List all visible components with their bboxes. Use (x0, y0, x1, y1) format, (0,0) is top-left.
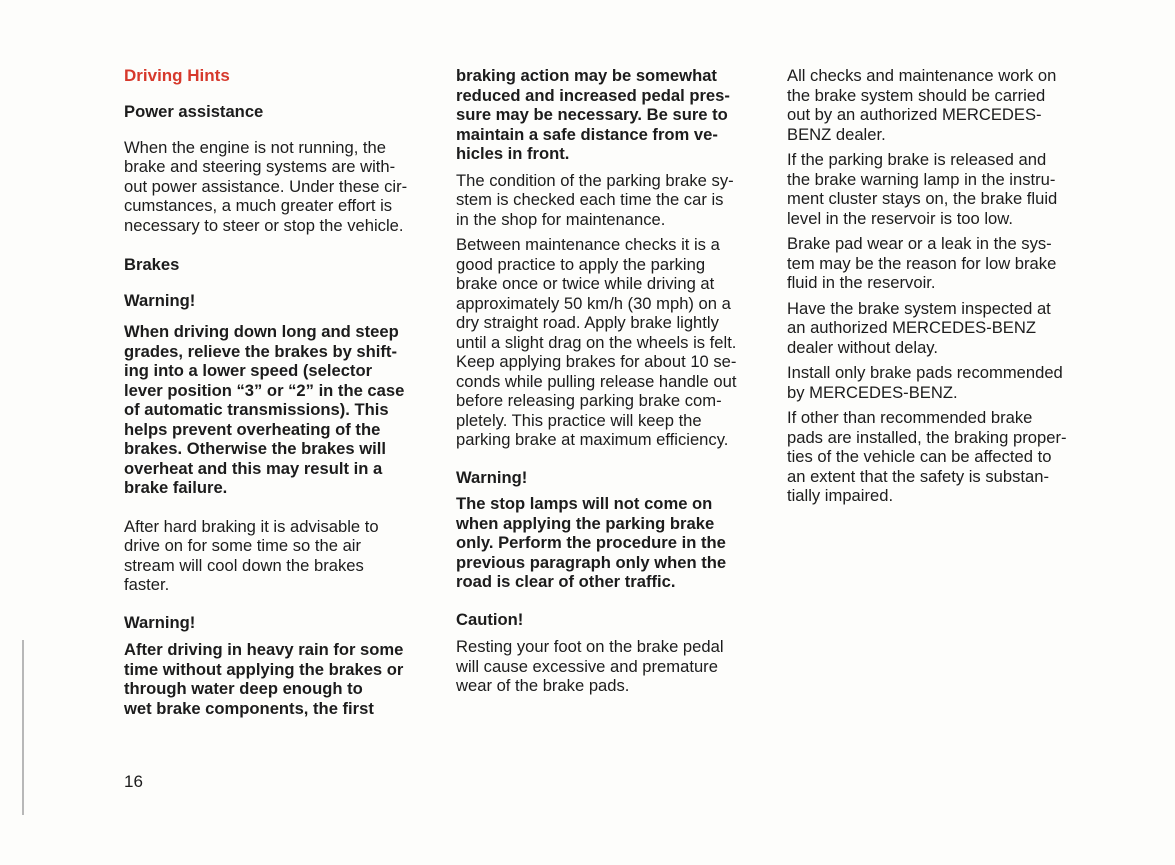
text-line: All checks and maintenance work on (787, 66, 1057, 85)
text-line: dealer without delay. (787, 337, 938, 357)
parking-warning-lamp-paragraph (787, 150, 1097, 228)
text-line: Brake pad wear or a leak in the sys- (787, 234, 1052, 253)
caution-text (456, 637, 761, 696)
checks-paragraph (787, 66, 1097, 144)
text-line: before releasing parking brake com- (456, 391, 722, 410)
text-line: the brake warning lamp in the instru- (787, 169, 1056, 189)
text-line: When driving down long and steep (124, 322, 399, 341)
text-line: out power assistance. Under these cir- (124, 176, 408, 196)
text-line: approximately 50 km/h (30 mph) on a (456, 293, 731, 313)
section-title: Driving Hints (124, 66, 230, 85)
text-line: stream will cool down the brakes (124, 555, 364, 575)
text-line: only. Perform the procedure in the (456, 533, 726, 552)
text-line: The condition of the parking brake sy- (456, 170, 734, 190)
text-line: ing into a lower speed (selector (124, 361, 373, 380)
hard-braking-paragraph (124, 517, 439, 595)
text-line: out by an authorized MERCEDES- (787, 105, 1042, 124)
inspection-paragraph (787, 299, 1097, 358)
text-line: necessary to steer or stop the vehicle. (124, 215, 404, 235)
text-line: in the shop for maintenance. (456, 209, 666, 229)
text-line: When the engine is not running, the (124, 137, 386, 157)
text-line: wear of the brake pads. (456, 676, 630, 695)
text-line: when applying the parking brake (456, 513, 715, 533)
text-line: an authorized MERCEDES-BENZ (787, 318, 1036, 337)
text-line: Have the brake system inspected at (787, 298, 1051, 318)
column-right (787, 66, 1097, 512)
text-line: overheat and this may result in a (124, 458, 383, 478)
text-line: tially impaired. (787, 486, 894, 505)
text-line: After driving in heavy rain for some (124, 640, 404, 659)
text-line: parking brake at maximum efficiency. (456, 430, 729, 449)
text-line: brake once or twice while driving at (456, 274, 715, 293)
text-line: hicles in front. (456, 144, 570, 163)
text-line: If the parking brake is released and (787, 150, 1047, 169)
text-line: will cause excessive and premature (456, 656, 718, 676)
warning-title-2: Warning! (124, 612, 196, 632)
text-line: Keep applying brakes for about 10 se- (456, 352, 737, 371)
column-left (124, 66, 439, 724)
binding-edge-line (22, 640, 24, 815)
text-line: helps prevent overheating of the (124, 419, 381, 439)
text-line: tem may be the reason for low brake (787, 253, 1057, 273)
text-line: If other than recommended brake (787, 408, 1033, 427)
text-line: lever position “3” or “2” in the case (124, 380, 405, 400)
text-line: Resting your foot on the brake pedal (456, 637, 724, 656)
install-pads-paragraph (787, 363, 1097, 402)
text-line: level in the reservoir is too low. (787, 208, 1013, 228)
text-line: Between maintenance checks it is a (456, 235, 720, 254)
text-line: by MERCEDES-BENZ. (787, 382, 958, 402)
text-line: fluid in the reservoir. (787, 273, 936, 292)
text-line: pletely. This practice will keep the (456, 410, 702, 430)
text-line: cumstances, a much greater effort is (124, 196, 393, 215)
text-line: wet brake components, the first (124, 698, 374, 718)
text-line: brake and steering systems are with- (124, 157, 396, 176)
page-number: 16 (124, 772, 143, 791)
warning-text-3 (456, 494, 761, 592)
warning-text-2-continued (456, 66, 761, 164)
text-line: Install only brake pads recommended (787, 363, 1063, 382)
power-assistance-paragraph (124, 138, 439, 236)
warning-title-1: Warning! (124, 290, 196, 310)
text-line: dry straight road. Apply brake lightly (456, 313, 719, 332)
text-line: good practice to apply the parking (456, 254, 706, 274)
text-line: time without applying the brakes or (124, 659, 404, 679)
column-middle (456, 66, 761, 702)
text-line: maintain a safe distance from ve- (456, 124, 718, 144)
text-line: ties of the vehicle can be affected to (787, 447, 1052, 466)
text-line: conds while pulling release handle out (456, 371, 737, 391)
text-line: sure may be necessary. Be sure to (456, 105, 728, 124)
caution-title: Caution! (456, 609, 524, 629)
brakes-heading: Brakes (124, 255, 180, 274)
text-line: road is clear of other traffic. (456, 572, 676, 591)
text-line: grades, relieve the brakes by shift- (124, 341, 397, 361)
text-line: drive on for some time so the air (124, 536, 362, 555)
text-line: pads are installed, the braking proper- (787, 427, 1067, 447)
text-line: of automatic transmissions). This (124, 400, 389, 419)
warning-title-3: Warning! (456, 467, 528, 487)
warning-text-2 (124, 640, 439, 718)
text-line: ment cluster stays on, the brake fluid (787, 189, 1058, 208)
text-line: faster. (124, 575, 170, 594)
text-line: brake failure. (124, 478, 228, 497)
text-line: reduced and increased pedal pres- (456, 85, 730, 105)
text-line: through water deep enough to (124, 679, 363, 698)
warning-text-1 (124, 322, 439, 498)
power-assistance-heading: Power assistance (124, 102, 264, 121)
maintenance-checks-paragraph (456, 235, 761, 450)
text-line: The stop lamps will not come on (456, 494, 713, 513)
text-line: the brake system should be carried (787, 85, 1046, 105)
parking-brake-condition-paragraph (456, 171, 761, 230)
text-line: braking action may be somewhat (456, 66, 717, 85)
text-line: an extent that the safety is substan- (787, 466, 1049, 486)
pad-wear-paragraph (787, 234, 1097, 293)
text-line: After hard braking it is advisable to (124, 516, 379, 536)
text-line: until a slight drag on the wheels is felt. (456, 332, 737, 352)
other-pads-paragraph (787, 408, 1097, 506)
text-line: brakes. Otherwise the brakes will (124, 439, 386, 458)
text-line: previous paragraph only when the (456, 552, 727, 572)
text-line: BENZ dealer. (787, 124, 886, 144)
text-line: stem is checked each time the car is (456, 190, 724, 209)
